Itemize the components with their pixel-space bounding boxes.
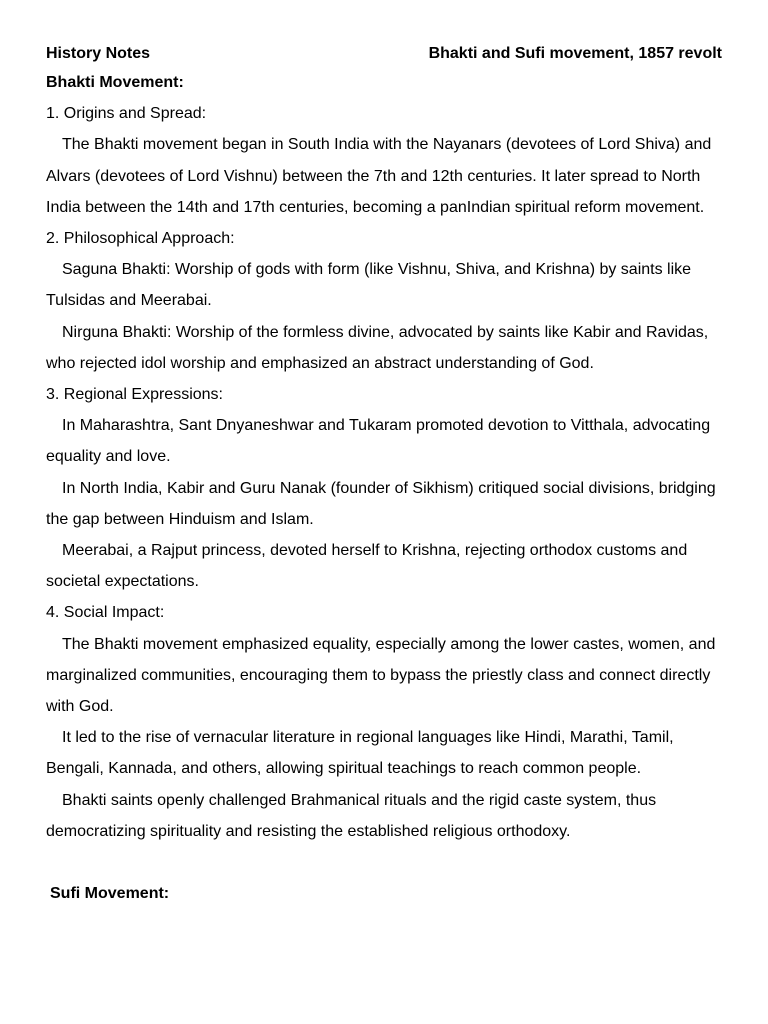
- section-social-impact: [46, 597, 722, 847]
- paragraph: The Bhakti movement emphasized equality, especially among the lower castes, women, and marginalized communities, encouraging them to bypass the priestly class and connect directly with God.: [46, 635, 716, 716]
- paragraph: Bhakti saints openly challenged Brahmanical rituals and the rigid caste system, thus democratizing spirituality and resisting the established religious orthodoxy.: [46, 791, 657, 840]
- document-page: [46, 41, 722, 909]
- paragraph: Saguna Bhakti: Worship of gods with form (like Vishnu, Shiva, and Krishna) by saints like Tulsidas and Meerabai.: [46, 261, 692, 310]
- header-topic: Bhakti and Sufi movement, 1857 revolt: [428, 45, 722, 62]
- sufi-title: Sufi Movement:: [50, 885, 170, 903]
- paragraph: Nirguna Bhakti: Worship of the formless divine, advocated by saints like Kabir and Ravidas, who rejected idol worship and emphasized an abstract understanding of God.: [46, 323, 709, 372]
- page-header: [46, 41, 722, 67]
- section-heading: 1. Origins and Spread:: [46, 105, 207, 123]
- paragraph: In North India, Kabir and Guru Nanak (founder of Sikhism) critiqued social divisions, bridging the gap between Hinduism and Islam.: [46, 479, 716, 528]
- blank-line: [46, 847, 722, 878]
- paragraph: Meerabai, a Rajput princess, devoted herself to Krishna, rejecting orthodox customs and societal expectations.: [46, 542, 688, 591]
- header-subject: History Notes: [46, 45, 151, 62]
- section-heading: 3. Regional Expressions:: [46, 386, 223, 404]
- paragraph: It led to the rise of vernacular literature in regional languages like Hindi, Marathi, Tamil, Bengali, Kannada, and others, allowing spiritual teachings to reach common people.: [46, 729, 674, 778]
- section-heading: 2. Philosophical Approach:: [46, 230, 235, 248]
- paragraph: The Bhakti movement began in South India with the Nayanars (devotees of Lord Shiva) and Alvars (devotees of Lord Vishnu) between the 7th and 12th centuries. It later spread to North India between the 14th and 17th centuries, becoming a panIndian spiritual reform movement.: [46, 136, 712, 216]
- section-philosophy: [46, 223, 722, 379]
- paragraph: In Maharashtra, Sant Dnyaneshwar and Tukaram promoted devotion to Vitthala, advocating equality and love.: [46, 417, 711, 466]
- section-origins: [46, 98, 722, 223]
- bhakti-title: Bhakti Movement:: [46, 74, 184, 91]
- section-heading: 4. Social Impact:: [46, 604, 165, 622]
- section-regional: [46, 379, 722, 597]
